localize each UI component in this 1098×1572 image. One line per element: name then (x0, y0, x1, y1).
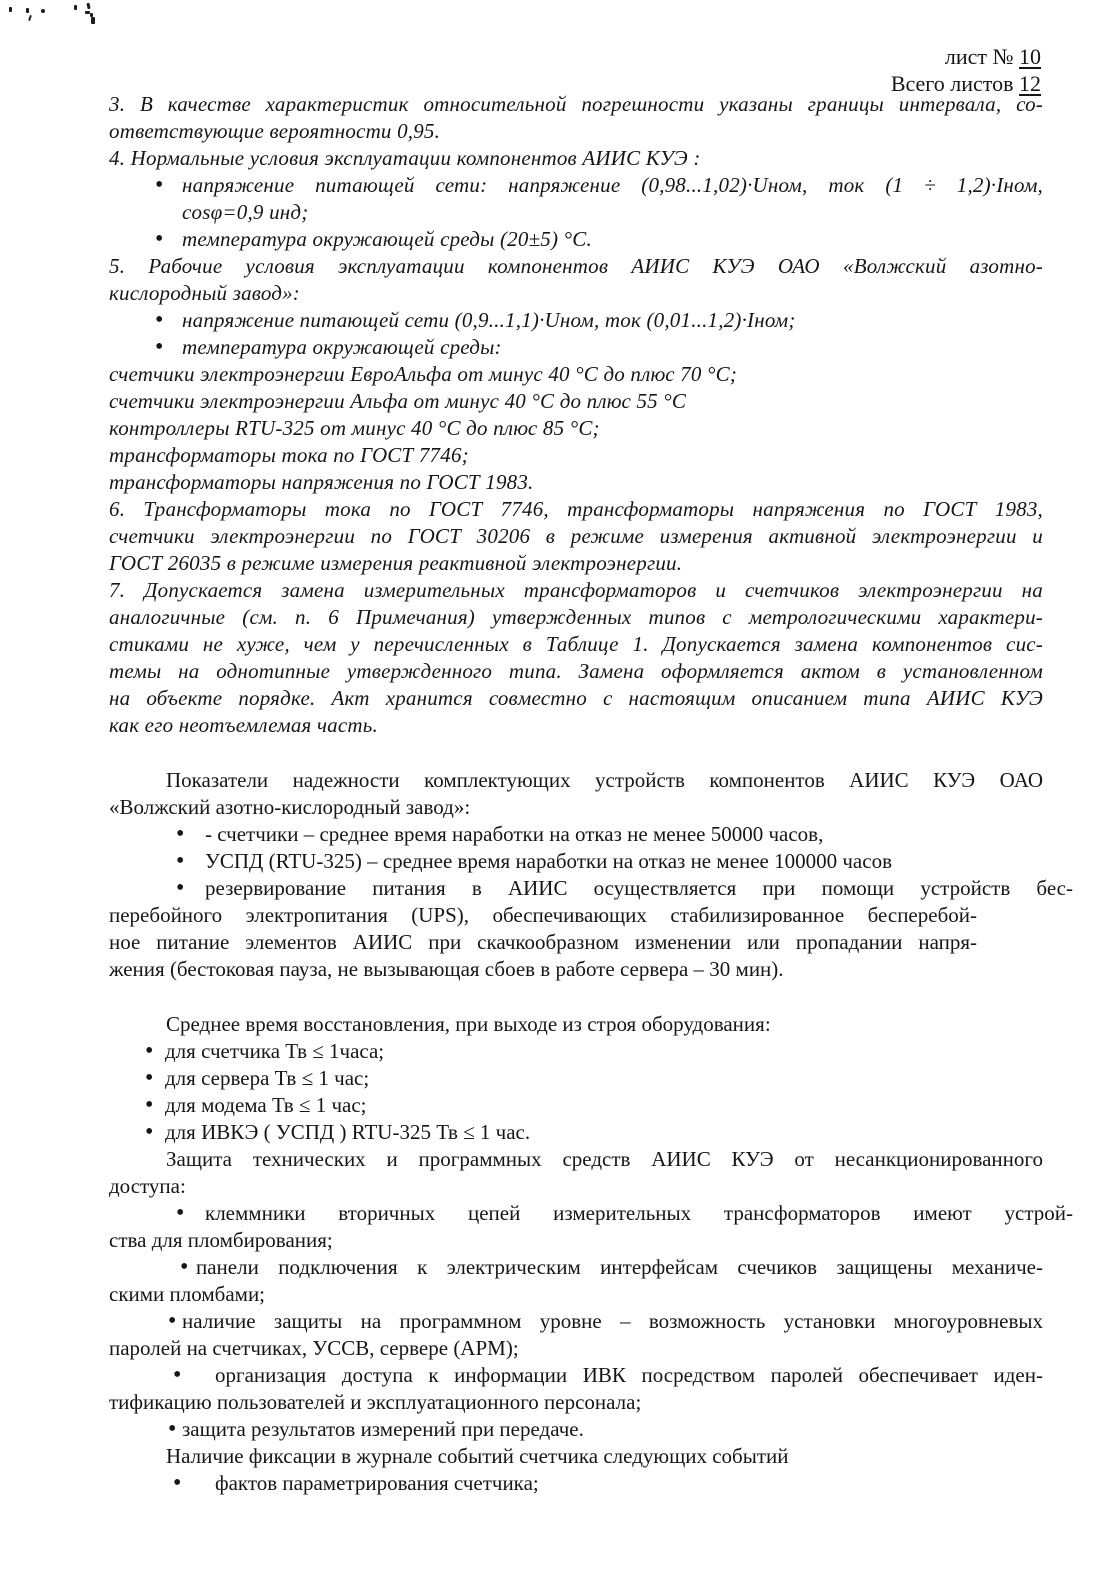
sheet-number: 10 (1019, 44, 1041, 69)
line-text: паролей на счетчиках, УССВ, сервере (АРМ); (109, 1336, 519, 1360)
line-text: напряжение питающей сети (0,9...1,1)·Uном, ток (0,01...1,2)·Iном; (182, 308, 796, 332)
text-line (109, 821, 1043, 848)
line-text: температура окружающей среды: (182, 335, 502, 359)
line-text: счетчики электроэнергии Альфа от минус 40 °С до плюс 55 °С (109, 389, 687, 413)
line-text: для сервера Тв ≤ 1 час; (165, 1066, 370, 1090)
line-text: для ИВКЭ ( УСПД ) RTU-325 Тв ≤ 1 час. (165, 1120, 531, 1144)
line-text: организация доступа к информации ИВК посредством паролей обеспечивает иден- (215, 1363, 1043, 1387)
bullet-icon: • (155, 334, 164, 360)
sheet-label: лист № (944, 44, 1019, 69)
bullet-icon: • (173, 1470, 182, 1496)
line-text: УСПД (RTU-325) – среднее время наработки на отказ не менее 100000 часов (205, 849, 892, 873)
bullet-icon: • (173, 1362, 182, 1388)
line-text: ства для пломбирования; (109, 1228, 333, 1252)
line-text: аналогичные (см. п. 6 Примечания) утвержденных типов с метрологическими характери- (109, 605, 1043, 629)
bullet-icon: • (145, 1065, 154, 1091)
line-text: доступа: (109, 1174, 186, 1198)
text-line (109, 1470, 1043, 1497)
line-text: для модема Тв ≤ 1 час; (165, 1093, 367, 1117)
line-text: стиками не хуже, чем у перечисленных в Таблице 1. Допускается замена компонентов сис- (109, 632, 1043, 656)
bullet-icon: • (168, 1308, 177, 1334)
line-text: - счетчики – среднее время наработки на отказ не менее 50000 часов, (205, 822, 824, 846)
line-text: на объекте порядке. Акт хранится совместно с настоящим описанием типа АИИС КУЭ (109, 686, 1043, 710)
line-text: жения (бестоковая пауза, не вызывающая сбоев в работе сервера – 30 мин). (109, 957, 784, 981)
text-line (109, 226, 1043, 253)
line-text: панели подключения к электрическим интерфейсам счечиков защищены механиче- (196, 1255, 1043, 1279)
text-line (109, 1335, 1043, 1362)
text-line (109, 1362, 1043, 1389)
text-line (109, 767, 1043, 794)
text-line (109, 172, 1043, 199)
text-line (109, 875, 1073, 902)
document-body (109, 91, 1073, 1497)
bullet-icon: • (155, 307, 164, 333)
text-line (109, 496, 1043, 523)
line-text: контроллеры RTU-325 от минус 40 °С до плюс 85 °С; (109, 416, 600, 440)
line-text: перебойного электропитания (UPS), обеспечивающих стабилизированное бесперебой- (109, 903, 977, 927)
line-text: 7. Допускается замена измерительных трансформаторов и счетчиков электроэнергии на (109, 578, 1043, 602)
text-line (109, 1038, 1043, 1065)
line-text: счетчики электроэнергии по ГОСТ 30206 в режиме измерения активной электроэнергии и (109, 524, 1043, 548)
text-line (109, 361, 1043, 388)
text-line (109, 712, 1043, 739)
line-text: Наличие фиксации в журнале событий счетчика следующих событий (166, 1444, 789, 1468)
text-line (109, 550, 1043, 577)
bullet-icon: • (176, 821, 185, 847)
bullet-icon: • (176, 1200, 185, 1226)
bullet-icon: • (155, 172, 164, 198)
line-text: Защита технических и программных средств АИИС КУЭ от несанкционированного (166, 1147, 1043, 1171)
text-line (109, 658, 1043, 685)
page-header (891, 43, 1041, 97)
line-text: Показатели надежности комплектующих устройств компонентов АИИС КУЭ ОАО (166, 768, 1043, 792)
line-text: 4. Нормальные условия эксплуатации компонентов АИИС КУЭ : (109, 146, 701, 170)
text-line (109, 1146, 1043, 1173)
line-text: 3. В качестве характеристик относительной погрешности указаны границы интервала, со- (109, 92, 1043, 116)
text-line (109, 307, 1043, 334)
text-line (109, 956, 1043, 983)
line-text: наличие защиты на программном уровне – возможность установки многоуровневых (182, 1309, 1043, 1333)
line-text: фактов параметрирования счетчика; (215, 1471, 539, 1495)
line-text: 6. Трансформаторы тока по ГОСТ 7746, трансформаторы напряжения по ГОСТ 1983, (109, 497, 1043, 521)
line-text: трансформаторы тока по ГОСТ 7746; (109, 443, 469, 467)
text-line (109, 794, 1043, 821)
text-line (109, 91, 1043, 118)
line-text: для счетчика Тв ≤ 1часа; (165, 1039, 385, 1063)
line-text: скими пломбами; (109, 1282, 266, 1306)
text-line (109, 523, 1043, 550)
line-text: «Волжский азотно-кислородный завод»: (109, 795, 471, 819)
text-line (109, 280, 1043, 307)
bullet-icon: • (145, 1092, 154, 1118)
bullet-icon: • (145, 1119, 154, 1145)
text-line (109, 848, 1043, 875)
text-line (109, 1119, 1043, 1146)
text-line (109, 1389, 1043, 1416)
text-line (109, 1092, 1043, 1119)
text-line (109, 929, 977, 956)
line-text: клеммники вторичных цепей измерительных трансформаторов имеют устрой- (205, 1201, 1073, 1225)
text-line (109, 902, 977, 929)
line-text: напряжение питающей сети: напряжение (0,98...1,02)·Uном, ток (1 ÷ 1,2)·Iном, (182, 173, 1043, 197)
line-text: трансформаторы напряжения по ГОСТ 1983. (109, 470, 534, 494)
line-text: счетчики электроэнергии ЕвроАльфа от минус 40 °С до плюс 70 °С; (109, 362, 738, 386)
line-text: ответствующие вероятности 0,95. (109, 119, 441, 143)
text-line (109, 1416, 1043, 1443)
bullet-icon: • (155, 226, 164, 252)
text-line (109, 1443, 1043, 1470)
text-line (109, 1308, 1043, 1335)
text-line (109, 1011, 1043, 1038)
text-line (109, 1227, 1043, 1254)
line-text: кислородный завод»: (109, 281, 300, 305)
bullet-icon: • (168, 1416, 177, 1442)
text-line (109, 253, 1043, 280)
line-text: 5. Рабочие условия эксплуатации компонентов АИИС КУЭ ОАО «Волжский азотно- (109, 254, 1043, 278)
line-text: как его неотъемлемая часть. (109, 713, 378, 737)
bullet-icon: • (180, 1254, 189, 1280)
bullet-icon: • (145, 1038, 154, 1064)
line-text: резервирование питания в АИИС осуществляется при помощи устройств бес- (205, 876, 1073, 900)
text-line (109, 334, 1043, 361)
line-text: температура окружающей среды (20±5) °С. (182, 227, 592, 251)
text-line (109, 577, 1043, 604)
text-line (109, 415, 1043, 442)
text-line (109, 145, 1043, 172)
text-line (109, 1200, 1073, 1227)
text-line (109, 118, 1043, 145)
line-text: ГОСТ 26035 в режиме измерения реактивной электроэнергии. (109, 551, 683, 575)
line-text: защита результатов измерений при передаче. (182, 1417, 584, 1441)
text-line (109, 1281, 1043, 1308)
text-line (109, 1254, 1043, 1281)
sheet-number-line (891, 43, 1041, 70)
text-line (109, 631, 1043, 658)
text-line (109, 1173, 1043, 1200)
bullet-icon: • (176, 848, 185, 874)
total-sheets-label: Всего листов (890, 71, 1019, 96)
line-text: Среднее время восстановления, при выходе из строя оборудования: (166, 1012, 771, 1036)
line-text: темы на однотипные утвержденного типа. Замена оформляется актом в установленном (109, 659, 1043, 683)
text-line (109, 1065, 1043, 1092)
text-line (109, 199, 1043, 226)
text-line (109, 604, 1043, 631)
line-text: тификацию пользователей и эксплуатационного персонала; (109, 1390, 642, 1414)
text-line (109, 685, 1043, 712)
text-line (109, 388, 1043, 415)
bullet-icon: • (176, 875, 185, 901)
line-text: ное питание элементов АИИС при скачкообразном изменении или пропадании напря- (109, 930, 977, 954)
text-line (109, 442, 1043, 469)
text-line (109, 469, 1043, 496)
total-sheets-number: 12 (1019, 71, 1041, 96)
line-text: cosφ=0,9 инд; (182, 200, 309, 224)
